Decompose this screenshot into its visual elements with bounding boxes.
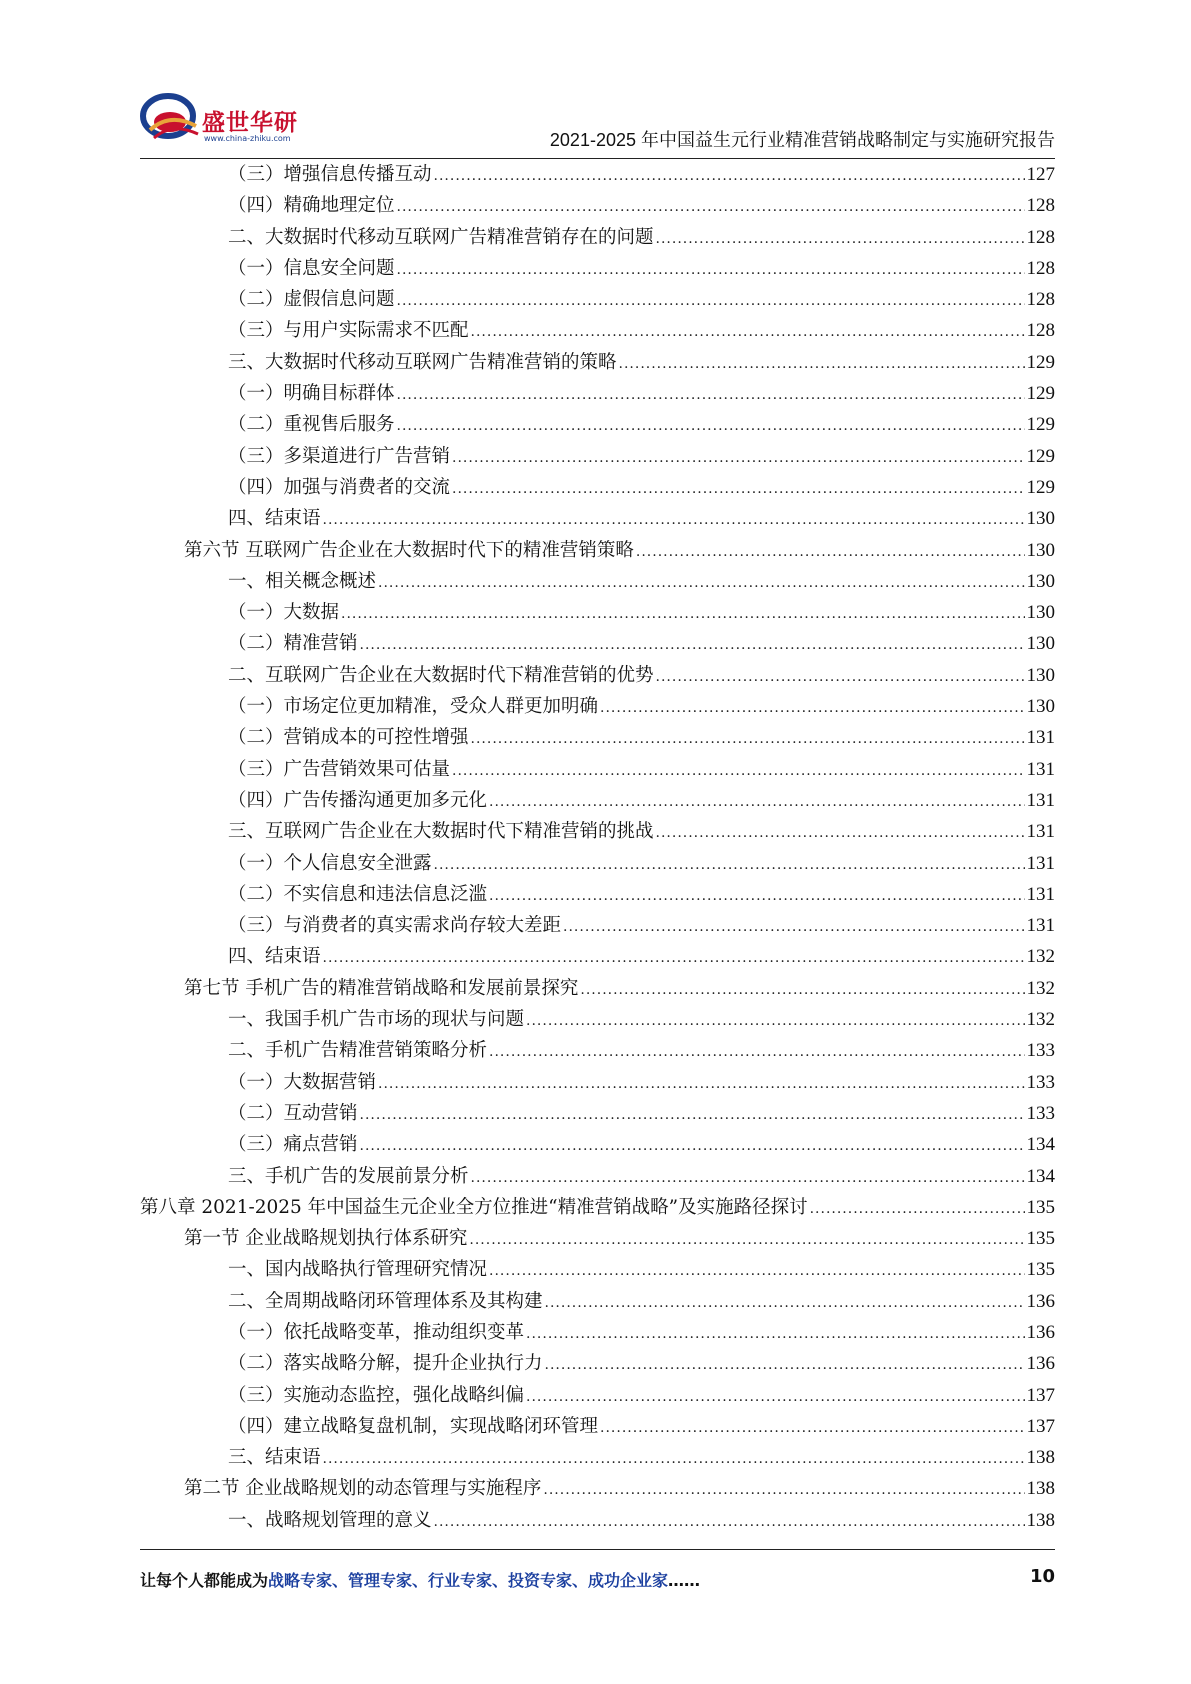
toc-dot-leader bbox=[434, 1507, 1025, 1538]
toc-entry-page: 135 bbox=[1026, 1196, 1055, 1218]
page-number: 10 bbox=[1029, 1566, 1055, 1587]
toc-entry-label: 一、我国手机广告市场的现状与问题 bbox=[228, 1009, 525, 1031]
toc-entry[interactable] bbox=[140, 159, 1055, 190]
footer-divider bbox=[140, 1549, 1055, 1550]
toc-entry-label: （一）个人信息安全泄露 bbox=[228, 852, 432, 874]
toc-entry-label: （二）不实信息和违法信息泛滥 bbox=[228, 883, 488, 905]
toc-entry[interactable] bbox=[140, 1098, 1055, 1129]
table-of-contents bbox=[140, 159, 1055, 1536]
toc-entry-label: （三）痛点营销 bbox=[228, 1134, 358, 1156]
toc-dot-leader bbox=[397, 192, 1025, 223]
toc-dot-leader bbox=[489, 1256, 1024, 1287]
toc-dot-leader bbox=[656, 818, 1025, 849]
toc-entry-page: 130 bbox=[1026, 539, 1055, 561]
toc-entry-page: 130 bbox=[1026, 664, 1055, 686]
toc-entry-label: 一、国内战略执行管理研究情况 bbox=[228, 1259, 488, 1281]
toc-entry-page: 137 bbox=[1026, 1415, 1055, 1437]
toc-dot-leader bbox=[378, 568, 1024, 599]
toc-entry[interactable] bbox=[140, 1129, 1055, 1160]
toc-entry-label: 第八章 2021-2025 年中国益生元企业全方位推进“精准营销战略”及实施路径探讨 bbox=[140, 1196, 808, 1218]
toc-entry[interactable] bbox=[140, 1223, 1055, 1254]
toc-dot-leader bbox=[526, 1006, 1024, 1037]
toc-entry-label: 第六节 互联网广告企业在大数据时代下的精准营销策略 bbox=[184, 539, 634, 561]
toc-entry-page: 132 bbox=[1026, 977, 1055, 999]
toc-entry-page: 128 bbox=[1026, 195, 1055, 217]
toc-entry-page: 137 bbox=[1026, 1384, 1055, 1406]
toc-entry[interactable] bbox=[140, 754, 1055, 785]
toc-entry-page: 129 bbox=[1026, 476, 1055, 498]
toc-entry-page: 130 bbox=[1026, 508, 1055, 530]
toc-entry[interactable] bbox=[140, 222, 1055, 253]
toc-entry[interactable] bbox=[140, 879, 1055, 910]
toc-dot-leader bbox=[378, 1069, 1024, 1100]
toc-entry[interactable] bbox=[140, 190, 1055, 221]
toc-entry-label: （二）重视售后服务 bbox=[228, 414, 395, 436]
toc-entry-label: 第七节 手机广告的精准营销战略和发展前景探究 bbox=[184, 977, 579, 999]
toc-entry-label: 一、相关概念概述 bbox=[228, 570, 377, 592]
toc-dot-leader bbox=[471, 1163, 1025, 1194]
toc-entry[interactable] bbox=[140, 660, 1055, 691]
logo-url: www.china-zhiku.com bbox=[204, 134, 291, 143]
toc-entry-label: 三、手机广告的发展前景分析 bbox=[228, 1165, 469, 1187]
toc-dot-leader bbox=[323, 505, 1025, 536]
page-header bbox=[140, 82, 1055, 162]
toc-entry-page: 131 bbox=[1026, 789, 1055, 811]
toc-entry[interactable] bbox=[140, 1442, 1055, 1473]
toc-dot-leader bbox=[810, 1194, 1025, 1225]
toc-entry-page: 138 bbox=[1026, 1447, 1055, 1469]
toc-dot-leader bbox=[563, 912, 1024, 943]
toc-entry-page: 138 bbox=[1026, 1478, 1055, 1500]
toc-entry-label: （三）广告营销效果可估量 bbox=[228, 758, 451, 780]
toc-entry-page: 129 bbox=[1026, 445, 1055, 467]
toc-dot-leader bbox=[600, 1413, 1024, 1444]
toc-entry-page: 131 bbox=[1026, 852, 1055, 874]
toc-dot-leader bbox=[469, 1225, 1024, 1256]
toc-dot-leader bbox=[471, 724, 1025, 755]
toc-entry[interactable] bbox=[140, 941, 1055, 972]
toc-entry-page: 134 bbox=[1026, 1165, 1055, 1187]
footer-slogan bbox=[140, 1568, 700, 1591]
toc-dot-leader bbox=[489, 881, 1024, 912]
toc-entry-label: （二）虚假信息问题 bbox=[228, 289, 395, 311]
toc-entry-page: 128 bbox=[1026, 226, 1055, 248]
toc-dot-leader bbox=[452, 474, 1024, 505]
toc-entry-label: （三）实施动态监控，强化战略纠偏 bbox=[228, 1384, 525, 1406]
toc-entry[interactable] bbox=[140, 1254, 1055, 1285]
toc-dot-leader bbox=[397, 411, 1025, 442]
toc-dot-leader bbox=[452, 756, 1024, 787]
toc-entry[interactable] bbox=[140, 284, 1055, 315]
toc-entry-page: 133 bbox=[1026, 1071, 1055, 1093]
toc-entry-label: （三）多渠道进行广告营销 bbox=[228, 445, 451, 467]
toc-entry[interactable] bbox=[140, 973, 1055, 1004]
toc-entry[interactable] bbox=[140, 1035, 1055, 1066]
toc-entry-label: 第二节 企业战略规划的动态管理与实施程序 bbox=[184, 1478, 542, 1500]
toc-entry-page: 132 bbox=[1026, 1009, 1055, 1031]
toc-entry-label: 四、结束语 bbox=[228, 508, 321, 530]
toc-dot-leader bbox=[397, 286, 1025, 317]
toc-entry[interactable] bbox=[140, 628, 1055, 659]
toc-entry[interactable] bbox=[140, 816, 1055, 847]
toc-entry-page: 129 bbox=[1026, 351, 1055, 373]
toc-entry-label: （三）增强信息传播互动 bbox=[228, 164, 432, 185]
toc-entry-page: 136 bbox=[1026, 1321, 1055, 1343]
toc-entry[interactable] bbox=[140, 785, 1055, 816]
toc-entry-label: 四、结束语 bbox=[228, 946, 321, 968]
toc-entry-label: （三）与用户实际需求不匹配 bbox=[228, 320, 469, 342]
toc-entry[interactable] bbox=[140, 503, 1055, 534]
toc-entry-label: （二）互动营销 bbox=[228, 1102, 358, 1124]
toc-entry-page: 132 bbox=[1026, 946, 1055, 968]
toc-dot-leader bbox=[526, 1319, 1024, 1350]
toc-dot-leader bbox=[656, 224, 1025, 255]
toc-entry[interactable] bbox=[140, 691, 1055, 722]
toc-entry-page: 128 bbox=[1026, 257, 1055, 279]
toc-entry-label: （二）营销成本的可控性增强 bbox=[228, 727, 469, 749]
toc-entry-label: 三、大数据时代移动互联网广告精准营销的策略 bbox=[228, 351, 617, 373]
slogan-suffix: …… bbox=[668, 1571, 701, 1590]
toc-entry-page: 129 bbox=[1026, 414, 1055, 436]
toc-entry-label: 三、互联网广告企业在大数据时代下精准营销的挑战 bbox=[228, 821, 654, 843]
toc-dot-leader bbox=[452, 443, 1024, 474]
toc-dot-leader bbox=[600, 693, 1024, 724]
toc-dot-leader bbox=[545, 1350, 1025, 1381]
toc-entry-page: 136 bbox=[1026, 1353, 1055, 1375]
toc-entry-page: 131 bbox=[1026, 758, 1055, 780]
toc-entry-label: 二、互联网广告企业在大数据时代下精准营销的优势 bbox=[228, 664, 654, 686]
toc-dot-leader bbox=[526, 1382, 1024, 1413]
toc-dot-leader bbox=[434, 850, 1025, 881]
toc-entry-label: 一、战略规划管理的意义 bbox=[228, 1509, 432, 1531]
toc-entry-label: （一）明确目标群体 bbox=[228, 383, 395, 405]
toc-entry-label: （二）精准营销 bbox=[228, 633, 358, 655]
toc-entry[interactable] bbox=[140, 1161, 1055, 1192]
toc-entry-label: 二、全周期战略闭环管理体系及其构建 bbox=[228, 1290, 543, 1312]
toc-entry[interactable] bbox=[140, 1192, 1055, 1223]
toc-dot-leader bbox=[360, 630, 1025, 661]
company-logo bbox=[140, 82, 310, 152]
toc-entry-label: 二、大数据时代移动互联网广告精准营销存在的问题 bbox=[228, 226, 654, 248]
toc-entry-label: （四）精确地理定位 bbox=[228, 195, 395, 217]
report-title: 2021-2025 年中国益生元行业精准营销战略制定与实施研究报告 bbox=[549, 130, 1055, 150]
toc-entry-label: （四）广告传播沟通更加多元化 bbox=[228, 789, 488, 811]
toc-dot-leader bbox=[489, 1037, 1024, 1068]
slogan-highlight: 战略专家、管理专家、行业专家、投资专家、成功企业家 bbox=[268, 1571, 669, 1590]
toc-entry[interactable] bbox=[140, 566, 1055, 597]
toc-entry[interactable] bbox=[140, 535, 1055, 566]
toc-entry[interactable] bbox=[140, 722, 1055, 753]
toc-entry[interactable] bbox=[140, 441, 1055, 472]
toc-dot-leader bbox=[397, 255, 1025, 286]
toc-entry[interactable] bbox=[140, 1473, 1055, 1504]
toc-entry-page: 133 bbox=[1026, 1040, 1055, 1062]
toc-dot-leader bbox=[360, 1100, 1025, 1131]
toc-entry[interactable] bbox=[140, 315, 1055, 346]
toc-dot-leader bbox=[545, 1288, 1025, 1319]
toc-entry-label: 三、结束语 bbox=[228, 1447, 321, 1469]
slogan-prefix: 让每个人都能成为 bbox=[140, 1571, 269, 1590]
toc-dot-leader bbox=[434, 161, 1025, 192]
toc-entry-label: （一）信息安全问题 bbox=[228, 257, 395, 279]
toc-entry[interactable] bbox=[140, 1286, 1055, 1317]
toc-entry-label: （三）与消费者的真实需求尚存较大差距 bbox=[228, 915, 562, 937]
toc-entry[interactable] bbox=[140, 378, 1055, 409]
toc-entry-page: 138 bbox=[1026, 1509, 1055, 1531]
toc-entry-page: 130 bbox=[1026, 633, 1055, 655]
toc-entry[interactable] bbox=[140, 910, 1055, 941]
toc-entry-label: （一）依托战略变革，推动组织变革 bbox=[228, 1321, 525, 1343]
toc-entry[interactable] bbox=[140, 1067, 1055, 1098]
toc-entry[interactable] bbox=[140, 848, 1055, 879]
toc-entry-page: 131 bbox=[1026, 883, 1055, 905]
toc-dot-leader bbox=[323, 1444, 1025, 1475]
toc-entry-label: （一）大数据营销 bbox=[228, 1071, 377, 1093]
toc-entry[interactable] bbox=[140, 1505, 1055, 1536]
toc-entry-label: （二）落实战略分解，提升企业执行力 bbox=[228, 1353, 543, 1375]
toc-entry-label: （一）市场定位更加精准，受众人群更加明确 bbox=[228, 696, 599, 718]
toc-entry-page: 136 bbox=[1026, 1290, 1055, 1312]
toc-dot-leader bbox=[323, 943, 1025, 974]
toc-dot-leader bbox=[580, 975, 1024, 1006]
toc-entry-page: 127 bbox=[1026, 164, 1055, 185]
toc-dot-leader bbox=[636, 537, 1025, 568]
toc-entry-page: 130 bbox=[1026, 570, 1055, 592]
toc-dot-leader bbox=[619, 349, 1025, 380]
toc-entry[interactable] bbox=[140, 347, 1055, 378]
toc-entry-label: （四）加强与消费者的交流 bbox=[228, 476, 451, 498]
toc-entry[interactable] bbox=[140, 1411, 1055, 1442]
toc-dot-leader bbox=[341, 599, 1024, 630]
toc-entry[interactable] bbox=[140, 409, 1055, 440]
toc-dot-leader bbox=[397, 380, 1025, 411]
toc-entry[interactable] bbox=[140, 1380, 1055, 1411]
toc-entry-page: 130 bbox=[1026, 602, 1055, 624]
toc-entry-label: （一）大数据 bbox=[228, 602, 340, 624]
toc-entry[interactable] bbox=[140, 472, 1055, 503]
toc-entry-page: 131 bbox=[1026, 821, 1055, 843]
toc-entry[interactable] bbox=[140, 1004, 1055, 1035]
toc-dot-leader bbox=[360, 1131, 1025, 1162]
toc-dot-leader bbox=[471, 317, 1025, 348]
toc-entry-page: 130 bbox=[1026, 696, 1055, 718]
toc-entry-page: 129 bbox=[1026, 383, 1055, 405]
toc-dot-leader bbox=[656, 662, 1025, 693]
toc-entry-page: 135 bbox=[1026, 1228, 1055, 1250]
toc-entry-label: （四）建立战略复盘机制，实现战略闭环管理 bbox=[228, 1415, 599, 1437]
toc-entry-page: 135 bbox=[1026, 1259, 1055, 1281]
toc-dot-leader bbox=[489, 787, 1024, 818]
toc-entry[interactable] bbox=[140, 253, 1055, 284]
toc-dot-leader bbox=[543, 1475, 1024, 1506]
toc-entry-page: 128 bbox=[1026, 289, 1055, 311]
logo-emblem-icon bbox=[140, 82, 210, 152]
toc-entry-page: 131 bbox=[1026, 915, 1055, 937]
toc-entry-page: 131 bbox=[1026, 727, 1055, 749]
toc-entry-page: 128 bbox=[1026, 320, 1055, 342]
toc-entry-label: 第一节 企业战略规划执行体系研究 bbox=[184, 1228, 468, 1250]
toc-entry[interactable] bbox=[140, 597, 1055, 628]
logo-text: 盛世华研 bbox=[202, 110, 298, 136]
toc-entry-page: 133 bbox=[1026, 1102, 1055, 1124]
toc-entry[interactable] bbox=[140, 1348, 1055, 1379]
toc-entry-page: 134 bbox=[1026, 1134, 1055, 1156]
toc-entry[interactable] bbox=[140, 1317, 1055, 1348]
toc-entry-label: 二、手机广告精准营销策略分析 bbox=[228, 1040, 488, 1062]
